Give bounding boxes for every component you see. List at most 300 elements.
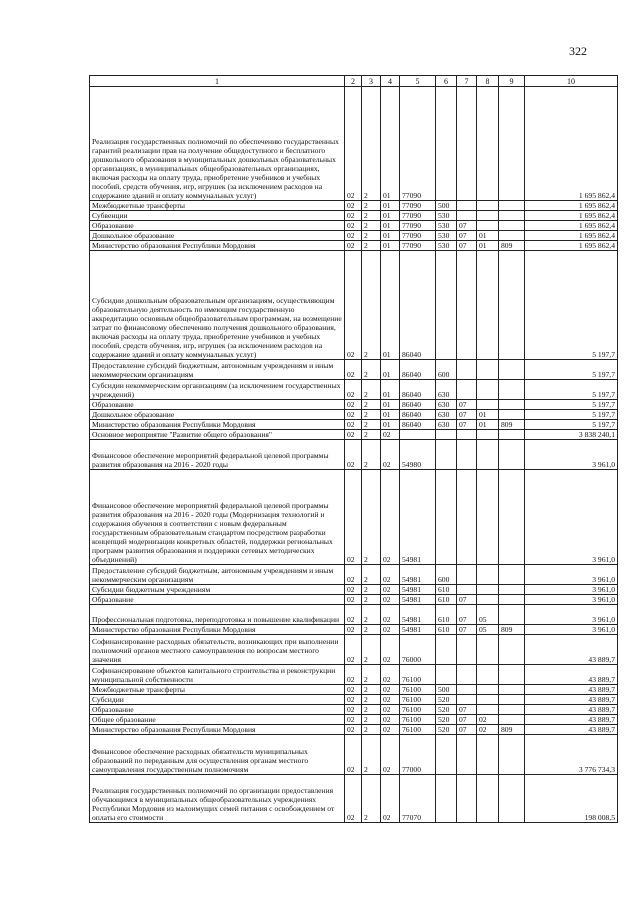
table-row xyxy=(90,241,618,251)
code-section xyxy=(457,665,477,685)
table-row xyxy=(90,211,618,221)
code-program: 02 xyxy=(345,565,362,585)
code-program: 02 xyxy=(345,221,362,231)
code-event: 01 xyxy=(381,201,400,211)
code-expense-type: 520 xyxy=(436,725,457,735)
code-event: 01 xyxy=(381,380,400,400)
code-event: 02 xyxy=(381,625,400,635)
code-subprogram: 2 xyxy=(362,221,381,231)
amount-cell: 1 695 862,4 xyxy=(525,87,618,201)
code-subprogram: 2 xyxy=(362,380,381,400)
code-expense-type: 520 xyxy=(436,715,457,725)
header-cell: 2 xyxy=(345,76,362,87)
code-subsection xyxy=(477,380,499,400)
code-subprogram: 2 xyxy=(362,430,381,440)
code-ministry: 809 xyxy=(499,420,525,430)
code-program: 02 xyxy=(345,410,362,420)
amount-cell: 43 889,7 xyxy=(525,725,618,735)
code-program: 02 xyxy=(345,715,362,725)
code-ministry xyxy=(499,410,525,420)
code-ministry: 809 xyxy=(499,625,525,635)
code-subsection xyxy=(477,201,499,211)
table-row xyxy=(90,400,618,410)
amount-cell: 198 008,5 xyxy=(525,775,618,823)
code-event: 01 xyxy=(381,251,400,360)
code-subprogram: 2 xyxy=(362,695,381,705)
code-direction: 76100 xyxy=(400,685,436,695)
code-subprogram: 2 xyxy=(362,241,381,251)
code-expense-type: 530 xyxy=(436,211,457,221)
code-ministry xyxy=(499,231,525,241)
code-program: 02 xyxy=(345,470,362,565)
amount-cell: 43 889,7 xyxy=(525,695,618,705)
code-expense-type xyxy=(436,470,457,565)
table-row xyxy=(90,635,618,665)
code-direction: 54980 xyxy=(400,440,436,470)
table-row xyxy=(90,715,618,725)
table-row xyxy=(90,440,618,470)
code-direction: 54981 xyxy=(400,470,436,565)
code-expense-type: 610 xyxy=(436,585,457,595)
code-direction: 77090 xyxy=(400,231,436,241)
code-section: 07 xyxy=(457,241,477,251)
amount-cell: 1 695 862,4 xyxy=(525,211,618,221)
table-row xyxy=(90,565,618,585)
code-ministry xyxy=(499,735,525,775)
code-subsection: 01 xyxy=(477,241,499,251)
code-direction: 54981 xyxy=(400,565,436,585)
row-description: Предоставление субсидий бюджетным, автономным учреждениям и иным некоммерческим организациям xyxy=(90,565,345,585)
code-expense-type: 530 xyxy=(436,231,457,241)
table-row xyxy=(90,775,618,823)
code-expense-type: 610 xyxy=(436,595,457,605)
amount-cell: 43 889,7 xyxy=(525,665,618,685)
code-section xyxy=(457,440,477,470)
code-event: 02 xyxy=(381,585,400,595)
table-row xyxy=(90,735,618,775)
code-ministry xyxy=(499,665,525,685)
code-direction: 54981 xyxy=(400,595,436,605)
code-ministry: 809 xyxy=(499,241,525,251)
code-section xyxy=(457,735,477,775)
code-expense-type xyxy=(436,735,457,775)
code-direction: 77090 xyxy=(400,201,436,211)
code-program: 02 xyxy=(345,635,362,665)
code-expense-type: 500 xyxy=(436,685,457,695)
code-subsection xyxy=(477,470,499,565)
code-subprogram: 2 xyxy=(362,231,381,241)
header-cell: 10 xyxy=(525,76,618,87)
code-subsection: 05 xyxy=(477,625,499,635)
code-ministry xyxy=(499,695,525,705)
code-direction: 86040 xyxy=(400,410,436,420)
table-row xyxy=(90,705,618,715)
code-subprogram: 2 xyxy=(362,605,381,625)
row-description: Субсидии бюджетным учреждениям xyxy=(90,585,345,595)
code-program: 02 xyxy=(345,705,362,715)
code-event: 02 xyxy=(381,725,400,735)
code-subprogram: 2 xyxy=(362,201,381,211)
code-event: 02 xyxy=(381,440,400,470)
code-event: 01 xyxy=(381,87,400,201)
code-subprogram: 2 xyxy=(362,715,381,725)
code-subsection xyxy=(477,400,499,410)
table-row xyxy=(90,420,618,430)
code-program: 02 xyxy=(345,241,362,251)
code-subsection xyxy=(477,565,499,585)
code-subprogram: 2 xyxy=(362,211,381,221)
row-description: Финансовое обеспечение расходных обязательств муниципальных образований по переданным для осуществления органам местного самоуправления государственным полномочиям xyxy=(90,735,345,775)
code-subprogram: 2 xyxy=(362,440,381,470)
code-program: 02 xyxy=(345,211,362,221)
code-ministry: 809 xyxy=(499,725,525,735)
code-program: 02 xyxy=(345,430,362,440)
code-event: 02 xyxy=(381,695,400,705)
code-expense-type: 630 xyxy=(436,420,457,430)
code-program: 02 xyxy=(345,685,362,695)
amount-cell: 1 695 862,4 xyxy=(525,241,618,251)
code-section xyxy=(457,87,477,201)
code-program: 02 xyxy=(345,605,362,625)
code-event: 02 xyxy=(381,605,400,625)
code-section xyxy=(457,470,477,565)
amount-cell: 5 197,7 xyxy=(525,380,618,400)
code-subsection xyxy=(477,87,499,201)
code-section: 07 xyxy=(457,725,477,735)
table-row xyxy=(90,251,618,360)
row-description: Субвенции xyxy=(90,211,345,221)
row-description: Общее образование xyxy=(90,715,345,725)
code-section xyxy=(457,251,477,360)
code-ministry xyxy=(499,87,525,201)
amount-cell: 3 776 734,3 xyxy=(525,735,618,775)
code-direction: 77090 xyxy=(400,211,436,221)
amount-cell: 3 961,0 xyxy=(525,625,618,635)
code-subprogram: 2 xyxy=(362,251,381,360)
code-section xyxy=(457,775,477,823)
code-subprogram: 2 xyxy=(362,725,381,735)
code-subsection xyxy=(477,705,499,715)
code-event: 02 xyxy=(381,685,400,695)
code-program: 02 xyxy=(345,440,362,470)
code-program: 02 xyxy=(345,665,362,685)
code-event: 01 xyxy=(381,241,400,251)
code-direction: 86040 xyxy=(400,400,436,410)
code-subsection xyxy=(477,775,499,823)
code-program: 02 xyxy=(345,380,362,400)
code-direction: 76100 xyxy=(400,665,436,685)
code-subsection xyxy=(477,595,499,605)
row-description: Предоставление субсидий бюджетным, автономным учреждениям и иным некоммерческим организациям xyxy=(90,360,345,380)
code-direction: 77090 xyxy=(400,241,436,251)
code-ministry xyxy=(499,565,525,585)
code-event: 01 xyxy=(381,231,400,241)
code-subsection: 02 xyxy=(477,715,499,725)
code-subprogram: 2 xyxy=(362,685,381,695)
amount-cell: 5 197,7 xyxy=(525,420,618,430)
code-subprogram: 2 xyxy=(362,360,381,380)
code-expense-type: 500 xyxy=(436,201,457,211)
code-event: 01 xyxy=(381,360,400,380)
code-direction: 76100 xyxy=(400,695,436,705)
amount-cell: 3 961,0 xyxy=(525,440,618,470)
code-section xyxy=(457,201,477,211)
amount-cell: 5 197,7 xyxy=(525,251,618,360)
row-description: Финансовое обеспечение мероприятий федеральной целевой программы развития образования на 2016 - 2020 годы xyxy=(90,440,345,470)
header-cell: 8 xyxy=(477,76,499,87)
code-program: 02 xyxy=(345,735,362,775)
amount-cell: 43 889,7 xyxy=(525,715,618,725)
code-subsection: 02 xyxy=(477,725,499,735)
table-row xyxy=(90,585,618,595)
code-event: 02 xyxy=(381,635,400,665)
code-event: 02 xyxy=(381,665,400,685)
code-direction: 86040 xyxy=(400,380,436,400)
code-section xyxy=(457,695,477,705)
code-section: 07 xyxy=(457,410,477,420)
code-event: 01 xyxy=(381,420,400,430)
code-section xyxy=(457,360,477,380)
code-expense-type xyxy=(436,665,457,685)
code-event: 01 xyxy=(381,221,400,231)
row-description: Основное мероприятие "Развитие общего образования" xyxy=(90,430,345,440)
code-program: 02 xyxy=(345,251,362,360)
amount-cell: 3 961,0 xyxy=(525,595,618,605)
amount-cell: 43 889,7 xyxy=(525,635,618,665)
code-program: 02 xyxy=(345,400,362,410)
table-row xyxy=(90,360,618,380)
code-program: 02 xyxy=(345,201,362,211)
code-direction: 77090 xyxy=(400,87,436,201)
code-section: 07 xyxy=(457,605,477,625)
code-direction: 76100 xyxy=(400,725,436,735)
header-cell: 1 xyxy=(90,76,345,87)
code-program: 02 xyxy=(345,625,362,635)
code-section: 07 xyxy=(457,221,477,231)
code-direction: 77070 xyxy=(400,775,436,823)
header-cell: 5 xyxy=(400,76,436,87)
code-direction: 77090 xyxy=(400,221,436,231)
table-row xyxy=(90,410,618,420)
code-subprogram: 2 xyxy=(362,635,381,665)
code-subsection xyxy=(477,735,499,775)
code-ministry xyxy=(499,595,525,605)
code-section xyxy=(457,211,477,221)
code-subsection xyxy=(477,585,499,595)
row-description: Реализация государственных полномочий по обеспечению государственных гарантий реализации прав на получение общедоступного и бесплатного дошкольного образования в муниципальных дошкольных образовательных организациях, в муниципальных общеобразовательных организациях, включая расходы на оплату труда, приобретение учебников и учебных пособий, средств обучения, игр, игрушек (за исключением расходов на содержание зданий и оплату коммунальных услуг) xyxy=(90,87,345,201)
row-description: Министерство образования Республики Мордовия xyxy=(90,625,345,635)
code-expense-type xyxy=(436,635,457,665)
header-cell: 3 xyxy=(362,76,381,87)
code-section: 07 xyxy=(457,420,477,430)
code-event: 02 xyxy=(381,430,400,440)
code-subsection xyxy=(477,430,499,440)
code-subsection: 05 xyxy=(477,605,499,625)
code-expense-type xyxy=(436,430,457,440)
amount-cell: 1 695 862,4 xyxy=(525,231,618,241)
code-subsection xyxy=(477,695,499,705)
code-subsection xyxy=(477,221,499,231)
code-ministry xyxy=(499,635,525,665)
table-row xyxy=(90,470,618,565)
code-subprogram: 2 xyxy=(362,420,381,430)
code-event: 02 xyxy=(381,565,400,585)
header-row xyxy=(90,76,618,87)
table-row xyxy=(90,231,618,241)
code-ministry xyxy=(499,400,525,410)
code-direction: 76100 xyxy=(400,715,436,725)
code-program: 02 xyxy=(345,420,362,430)
table-row xyxy=(90,605,618,625)
code-subsection: 01 xyxy=(477,231,499,241)
code-subprogram: 2 xyxy=(362,665,381,685)
row-description: Дошкольное образование xyxy=(90,231,345,241)
code-subprogram: 2 xyxy=(362,410,381,420)
code-event: 02 xyxy=(381,595,400,605)
table-row xyxy=(90,380,618,400)
code-subsection xyxy=(477,360,499,380)
code-expense-type: 600 xyxy=(436,360,457,380)
code-direction: 76000 xyxy=(400,635,436,665)
table-row xyxy=(90,201,618,211)
code-ministry xyxy=(499,775,525,823)
code-direction: 54981 xyxy=(400,625,436,635)
code-section xyxy=(457,565,477,585)
amount-cell: 3 961,0 xyxy=(525,585,618,595)
header-cell: 6 xyxy=(436,76,457,87)
code-program: 02 xyxy=(345,87,362,201)
code-subsection xyxy=(477,685,499,695)
code-subsection xyxy=(477,251,499,360)
code-direction xyxy=(400,430,436,440)
code-ministry xyxy=(499,715,525,725)
code-program: 02 xyxy=(345,775,362,823)
row-description: Финансовое обеспечение мероприятий федеральной целевой программы развития образования на 2016 - 2020 годы (Модернизация технологий и содержания обучения в соответствии с новым федеральным государственным образовательным стандартом посредством разработки концепций модернизации конкретных областей, поддержки региональных программ развития образования и поддержки сетевых методических объединений) xyxy=(90,470,345,565)
code-ministry xyxy=(499,221,525,231)
code-section xyxy=(457,380,477,400)
row-description: Образование xyxy=(90,705,345,715)
amount-cell: 3 961,0 xyxy=(525,605,618,625)
code-subsection xyxy=(477,635,499,665)
amount-cell: 3 961,0 xyxy=(525,565,618,585)
amount-cell: 3 838 240,1 xyxy=(525,430,618,440)
code-ministry xyxy=(499,201,525,211)
table-row xyxy=(90,87,618,201)
amount-cell: 1 695 862,4 xyxy=(525,201,618,211)
row-description: Дошкольное образование xyxy=(90,410,345,420)
row-description: Субсидии некоммерческим организациям (за исключением государственных учреждений) xyxy=(90,380,345,400)
code-subsection xyxy=(477,211,499,221)
code-program: 02 xyxy=(345,725,362,735)
code-event: 02 xyxy=(381,705,400,715)
code-ministry xyxy=(499,380,525,400)
code-event: 01 xyxy=(381,211,400,221)
code-expense-type xyxy=(436,775,457,823)
header-cell: 9 xyxy=(499,76,525,87)
row-description: Софинансирование объектов капитального строительства и реконструкции муниципальной собственности xyxy=(90,665,345,685)
code-subprogram: 2 xyxy=(362,470,381,565)
code-expense-type: 630 xyxy=(436,400,457,410)
code-section: 07 xyxy=(457,625,477,635)
row-description: Министерство образования Республики Мордовия xyxy=(90,420,345,430)
code-subprogram: 2 xyxy=(362,775,381,823)
code-expense-type: 610 xyxy=(436,625,457,635)
code-subprogram: 2 xyxy=(362,87,381,201)
row-description: Профессиональная подготовка, переподготовка и повышение квалификации xyxy=(90,605,345,625)
code-subsection: 01 xyxy=(477,420,499,430)
code-subprogram: 2 xyxy=(362,565,381,585)
code-expense-type xyxy=(436,87,457,201)
code-ministry xyxy=(499,605,525,625)
code-subsection: 01 xyxy=(477,410,499,420)
code-direction: 86040 xyxy=(400,360,436,380)
code-section: 07 xyxy=(457,705,477,715)
code-ministry xyxy=(499,211,525,221)
code-ministry xyxy=(499,585,525,595)
code-subprogram: 2 xyxy=(362,585,381,595)
page-number: 322 xyxy=(569,44,587,58)
code-expense-type: 520 xyxy=(436,705,457,715)
code-section xyxy=(457,585,477,595)
code-ministry xyxy=(499,685,525,695)
row-description: Межбюджетные трансферты xyxy=(90,201,345,211)
table-row xyxy=(90,665,618,685)
code-direction: 76100 xyxy=(400,705,436,715)
row-description: Министерство образования Республики Мордовия xyxy=(90,725,345,735)
code-ministry xyxy=(499,440,525,470)
code-subsection xyxy=(477,665,499,685)
code-event: 02 xyxy=(381,735,400,775)
amount-cell: 43 889,7 xyxy=(525,685,618,695)
code-ministry xyxy=(499,705,525,715)
table-row xyxy=(90,595,618,605)
table-row xyxy=(90,685,618,695)
code-expense-type xyxy=(436,251,457,360)
code-direction: 77000 xyxy=(400,735,436,775)
budget-table xyxy=(89,75,618,823)
amount-cell: 1 695 862,4 xyxy=(525,221,618,231)
amount-cell: 5 197,7 xyxy=(525,410,618,420)
table-row xyxy=(90,625,618,635)
code-event: 01 xyxy=(381,400,400,410)
code-subprogram: 2 xyxy=(362,705,381,715)
row-description: Образование xyxy=(90,595,345,605)
table-body xyxy=(90,87,618,823)
code-subprogram: 2 xyxy=(362,595,381,605)
code-section: 07 xyxy=(457,595,477,605)
code-section: 07 xyxy=(457,400,477,410)
table-row xyxy=(90,725,618,735)
code-expense-type: 610 xyxy=(436,605,457,625)
row-description: Межбюджетные трансферты xyxy=(90,685,345,695)
table-row xyxy=(90,221,618,231)
amount-cell: 43 889,7 xyxy=(525,705,618,715)
code-section xyxy=(457,635,477,665)
code-ministry xyxy=(499,360,525,380)
code-event: 01 xyxy=(381,410,400,420)
code-ministry xyxy=(499,470,525,565)
row-description: Реализация государственных полномочий по организации предоставления обучающимся в муниципальных общеобразовательных учреждениях Республики Мордовия из малоимущих семей питания с освобождением от оплаты его стоимости xyxy=(90,775,345,823)
code-expense-type: 520 xyxy=(436,695,457,705)
code-program: 02 xyxy=(345,360,362,380)
header-cell: 7 xyxy=(457,76,477,87)
code-event: 02 xyxy=(381,715,400,725)
code-direction: 86040 xyxy=(400,420,436,430)
row-description: Министерство образования Республики Мордовия xyxy=(90,241,345,251)
code-subsection xyxy=(477,440,499,470)
row-description: Образование xyxy=(90,221,345,231)
code-program: 02 xyxy=(345,695,362,705)
